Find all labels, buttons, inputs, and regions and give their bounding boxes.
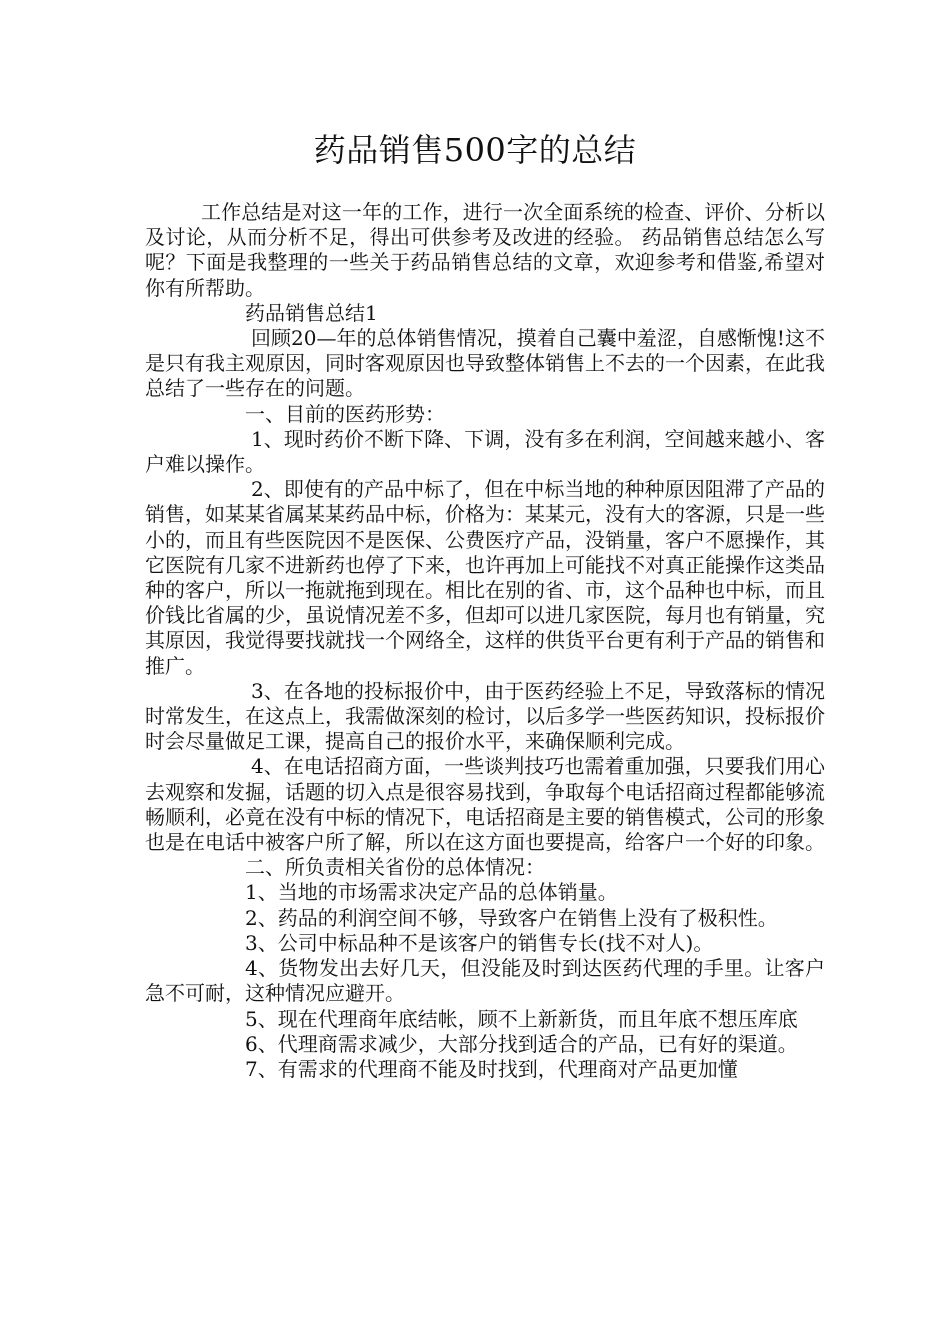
document-body [145,200,825,1082]
list-item: 7、有需求的代理商不能及时找到，代理商对产品更加懂 [245,1056,738,1081]
intro-paragraph: 工作总结是对这一年的工作，进行一次全面系统的检查、评价、分析以及讨论，从而分析不足，得出可供参考及改进的经验。 药品销售总结怎么写呢？下面是我整理的一些关于药品销售总结的文章，欢迎参考和借鉴,希望对你有所帮助。 [145,200,825,300]
list-item: 4、在电话招商方面，一些谈判技巧也需着重加强，只要我们用心去观察和发掘，话题的切入点是很容易找到，争取每个电话招商过程都能够流畅顺利，必竟在没有中标的情况下，电话招商是主要的销售模式，公司的形象也是在电话中被客户所了解，所以在这方面也要提高，给客户一个好的印象。 [145,754,825,855]
list-item: 4、货物发出去好几天，但没能及时到达医药代理的手里。让客户急不可耐，这种情况应避开。 [145,956,825,1006]
list-item: 6、代理商需求减少，大部分找到适合的产品，已有好的渠道。 [245,1031,798,1056]
section-heading-current-situation: 一、目前的医药形势： [245,401,445,426]
list-item: 2、即使有的产品中标了，但在中标当地的种种原因阻滞了产品的销售，如某某省属某某药品中标，价格为：某某元，没有大的客源，只是一些小的，而且有些医院因不是医保、公费医疗产品，没销量，客户不愿操作，其它医院有几家不进新药也停了下来，也许再加上可能找不对真正能操作这类品种的客户，所以一拖就拖到现在。相比在别的省、市，这个品种也中标，而且价钱比省属的少，虽说情况差不多，但却可以进几家医院，每月也有销量，究其原因，我觉得要找就找一个网络全，这样的供货平台更有利于产品的销售和推广。 [145,477,825,678]
section-heading-summary-1: 药品销售总结1 [245,300,378,325]
list-item: 1、当地的市场需求决定产品的总体销量。 [245,880,618,905]
list-item: 3、在各地的投标报价中，由于医药经验上不足，导致落标的情况时常发生，在这点上，我需做深刻的检讨，以后多学一些医药知识，投标报价时会尽量做足工课，提高自己的报价水平，来确保顺利完成。 [145,678,825,754]
document-title: 药品销售500字的总结 [313,131,637,169]
list-item: 1、现时药价不断下降、下调，没有多在利润，空间越来越小、客户难以操作。 [145,426,825,477]
list-item: 3、公司中标品种不是该客户的销售专长(找不对人)。 [245,930,714,955]
list-item: 5、现在代理商年底结帐，顾不上新新货，而且年底不想压库底 [245,1006,798,1031]
section-heading-provinces: 二、所负责相关省份的总体情况： [245,855,545,880]
review-paragraph: 回顾20—年的总体销售情况，摸着自己囊中羞涩，自感惭愧!这不是只有我主观原因，同时客观原因也导致整体销售上不去的一个因素，在此我总结了一些存在的问题。 [145,326,825,401]
list-item: 2、药品的利润空间不够，导致客户在销售上没有了极积性。 [245,905,778,930]
